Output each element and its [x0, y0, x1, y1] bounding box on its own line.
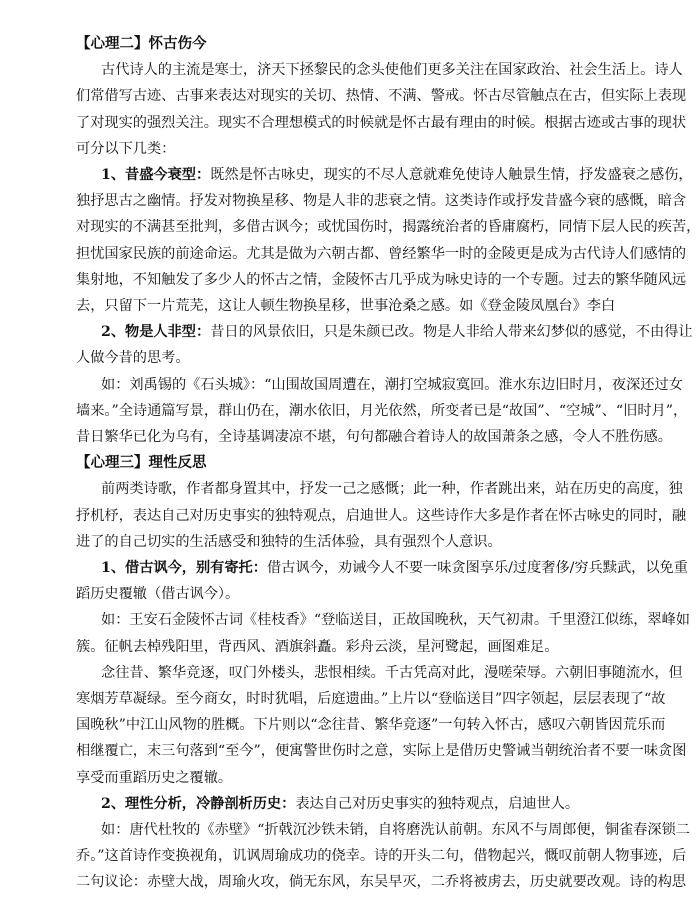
list-item-title: 2、理性分析，冷静剖析历史： — [101, 795, 296, 812]
paragraph-line: 乔。”这首诗作变换视角，讥讽周瑜成功的侥幸。诗的开头二句，借物起兴，慨叹前朝人物事迹，后 — [76, 848, 687, 865]
paragraph-line: 了对现实的强烈关注。现实不合理想模式的时候就是怀古最有理由的时候。根据古迹或古事的现状 — [76, 114, 687, 131]
paragraph-line: 古代诗人的主流是寒士，济天下拯黎民的念头使他们更多关注在国家政治、社会生活上。诗人 — [101, 62, 683, 79]
paragraph-line: 寒烟芳草凝绿。至今商女，时时犹唱，后庭遗曲。”上片以“登临送目”四字领起，层层表现了“故 — [76, 691, 666, 707]
section-heading: 【心理二】怀古伤今 — [76, 35, 207, 52]
list-item-line — [101, 162, 693, 188]
paragraph-line: 人做今昔的思考。 — [76, 350, 190, 367]
list-item-text: 昔日的风景依旧，只是朱颜已改。物是人非给人带来幻梦似的感觉，不由得让 — [210, 324, 693, 341]
list-item-text: 既然是怀古咏史，现实的不尽人意就难免使诗人触景生情，抒发盛衰之感伤， — [210, 167, 693, 183]
list-item-line — [101, 791, 640, 817]
list-item-title: 2、物是人非型： — [101, 324, 211, 341]
list-item-line — [101, 555, 688, 581]
paragraph-line: 如：唐代杜牧的《赤壁》“折戟沉沙铁未销，自将磨洗认前朝。东风不与周郎便，铜雀春深锁二 — [101, 822, 690, 838]
paragraph-line: 集射地，不知触发了多少人的怀古之情，金陵怀古几乎成为咏史诗的一个专题。过去的繁华随风远 — [76, 271, 687, 288]
paragraph-line: 国晚秋”中江山风物的胜概。下片则以“念往昔、繁华竞逐”一句转入怀古，感叹六朝皆因荒乐而 — [76, 717, 666, 734]
paragraph-line: 进了的自己切实的生活感受和独特的生活体验，具有强烈个人意识。 — [76, 533, 502, 550]
paragraph-line: 相继覆亡，末三句落到“至今”，便寓警世伤时之意，实际上是借历史警诫当朝统治者不要一味贪图 — [76, 743, 687, 760]
list-item-text: 表达自己对历史事实的独特观点，启迪世人。 — [295, 795, 580, 812]
paragraph-line: 如：王安石金陵怀古词《桂枝香》“登临送目，正故国晚秋，天气初肃。千里澄江似练，翠峰如 — [101, 612, 690, 629]
paragraph-line: 享受而重蹈历史之覆辙。 — [76, 769, 233, 786]
paragraph-line: 们常借写古迹、古事来表达对现实的关切、热情、不满、警戒。怀古尽管触点在古，但实际上表现 — [76, 88, 687, 105]
paragraph-line: 墙来。”全诗通篇写景，群山仍在，潮水依旧，月光依然，所变者已是“故国”、“空城”、“旧时月”， — [76, 402, 688, 419]
paragraph-line: 簇。征帆去棹残阳里，背西风、酒旗斜矗。彩舟云淡，星河鹭起，画图难足。 — [76, 638, 559, 655]
paragraph-line: 念往昔、繁华竞逐，叹门外楼头，悲恨相续。千古凭高对此，漫嗟荣辱。六朝旧事随流水，但 — [101, 664, 683, 681]
paragraph-line: 蹈历史覆辙（借古讽今）。 — [76, 586, 240, 603]
paragraph-line: 可分以下几类： — [76, 140, 176, 157]
list-item-title: 1、昔盛今衰型： — [101, 167, 211, 183]
paragraph-line: 二句议论：赤壁大战，周瑜火攻，倘无东风，东吴早灭，二乔将被虏去，历史就要改观。诗的构思 — [76, 874, 687, 891]
paragraph-line: 昔日繁华已化为乌有，全诗基调凄凉不堪，句句都融合着诗人的故国萧条之感，令人不胜伤感。 — [76, 429, 672, 445]
paragraph-line: 独抒思古之幽情。抒发对物换星移、物是人非的悲衰之情。这类诗作或抒发昔盛今衰的感慨，暗含 — [76, 193, 687, 210]
list-item-text: 借古讽今，劝诫今人不要一味贪图享乐/过度奢侈/穷兵黩武，以免重 — [266, 560, 688, 576]
paragraph-line: 抒机杼，表达自己对历史事实的独特观点，启迪世人。这些诗作大多是作者在怀古咏史的同时，融 — [76, 507, 687, 524]
paragraph-line: 前两类诗歌，作者都身置其中，抒发一己之感慨；此一种，作者跳出来，站在历史的高度，独 — [101, 481, 683, 498]
paragraph-line: 去，只留下一片荒芜，这让人顿生物换星移，世事沧桑之感。如《登金陵凤凰台》李白 — [76, 298, 616, 314]
paragraph-line: 如：刘禹锡的《石头城》：“山围故国周遭在，潮打空城寂寞回。淮水东边旧时月，夜深还过女 — [101, 376, 683, 393]
list-item-line — [101, 319, 693, 345]
section-heading: 【心理三】理性反思 — [76, 454, 207, 472]
paragraph-line: 对现实的不满甚至批判，多借古讽今；或忧国伤时，揭露统治者的昏庸腐朽，同情下层人民的疾苦， — [76, 219, 700, 236]
list-item-title: 1、借古讽今，别有寄托： — [101, 560, 267, 576]
paragraph-line: 担忧国家民族的前途命运。尤其是做为六朝古都、曾经繁华一时的金陵更是成为古代诗人们感情的 — [76, 245, 687, 262]
